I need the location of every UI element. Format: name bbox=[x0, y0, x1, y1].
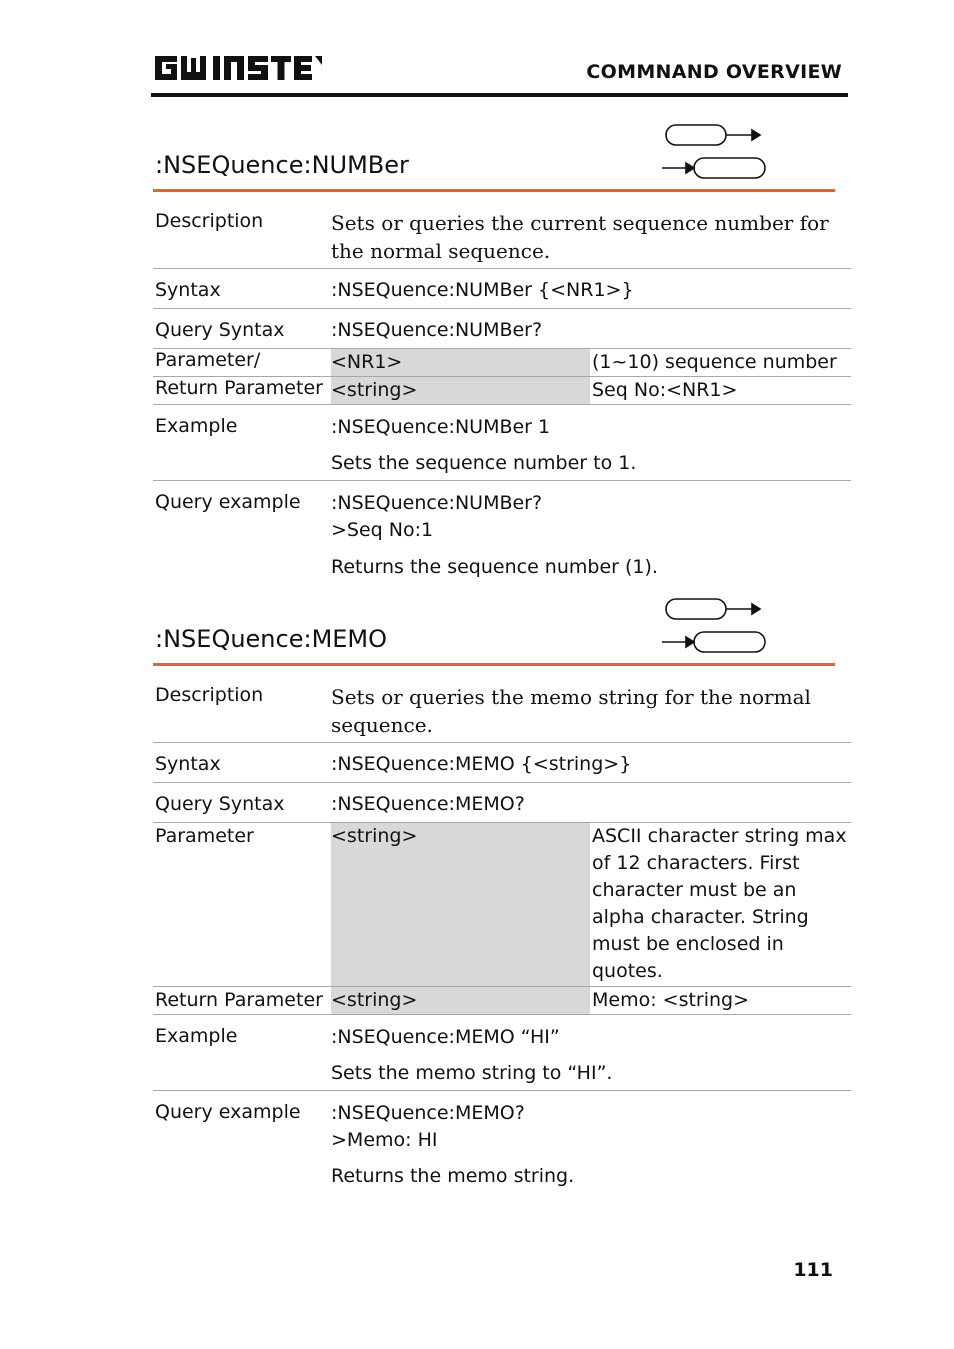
syntax-text: :NSEQuence:NUMBer {<NR1>} bbox=[331, 279, 634, 301]
parameter-desc: (1~10) sequence number bbox=[592, 351, 837, 373]
return-type: <string> bbox=[331, 989, 418, 1011]
syntax-row bbox=[153, 743, 851, 783]
query-syntax-label: Query Syntax bbox=[155, 319, 285, 341]
description-row bbox=[153, 200, 851, 269]
description-text: Sets or queries the current sequence number for the normal sequence. bbox=[331, 211, 829, 263]
set-query-command-icon bbox=[660, 122, 770, 182]
description-row bbox=[153, 674, 851, 743]
query-command-icon bbox=[662, 632, 765, 652]
example-row bbox=[153, 405, 851, 481]
return-type: <string> bbox=[331, 379, 418, 401]
query-example-response: >Seq No:1 bbox=[331, 519, 434, 541]
header-rule bbox=[151, 93, 848, 97]
description-label: Description bbox=[155, 210, 264, 232]
query-syntax-label: Query Syntax bbox=[155, 793, 285, 815]
parameter-label: Parameter/ bbox=[155, 349, 261, 371]
return-desc: Seq No:<NR1> bbox=[592, 379, 738, 401]
query-command-icon bbox=[662, 158, 765, 178]
set-command-icon bbox=[666, 125, 760, 145]
parameter-label: Parameter bbox=[155, 825, 254, 847]
example-description: Sets the sequence number to 1. bbox=[331, 452, 637, 474]
query-syntax-text: :NSEQuence:MEMO? bbox=[331, 793, 525, 815]
section-rule bbox=[153, 663, 835, 666]
example-description: Sets the memo string to “HI”. bbox=[331, 1062, 613, 1084]
query-example-row bbox=[153, 1091, 851, 1196]
parameter-row bbox=[153, 349, 851, 377]
example-command: :NSEQuence:MEMO “HI” bbox=[331, 1026, 560, 1048]
svg-text:GW INSTEK: GW INSTEK bbox=[153, 52, 159, 53]
parameter-type: <string> bbox=[331, 825, 418, 847]
parameter-type: <NR1> bbox=[331, 351, 403, 373]
query-example-description: Returns the sequence number (1). bbox=[331, 556, 658, 578]
section-rule bbox=[153, 189, 835, 192]
query-syntax-row bbox=[153, 783, 851, 823]
query-example-row bbox=[153, 481, 851, 586]
return-label: Return Parameter bbox=[155, 989, 323, 1011]
example-command: :NSEQuence:NUMBer 1 bbox=[331, 416, 551, 438]
syntax-label: Syntax bbox=[155, 753, 221, 775]
syntax-text: :NSEQuence:MEMO {<string>} bbox=[331, 753, 632, 775]
parameter-row bbox=[153, 823, 851, 987]
return-label: Return Parameter bbox=[155, 377, 323, 399]
page-number: 111 bbox=[793, 1259, 833, 1281]
query-example-response: >Memo: HI bbox=[331, 1129, 438, 1151]
example-label: Example bbox=[155, 1025, 238, 1047]
section-title: :NSEQuence:MEMO bbox=[155, 625, 388, 653]
header-title: COMMNAND OVERVIEW bbox=[586, 61, 842, 83]
description-text: Sets or queries the memo string for the normal sequence. bbox=[331, 685, 811, 737]
set-command-icon bbox=[666, 599, 760, 619]
syntax-label: Syntax bbox=[155, 279, 221, 301]
set-query-command-icon bbox=[660, 596, 770, 656]
query-syntax-text: :NSEQuence:NUMBer? bbox=[331, 319, 543, 341]
query-example-command: :NSEQuence:MEMO? bbox=[331, 1102, 525, 1124]
query-example-label: Query example bbox=[155, 491, 301, 513]
return-row bbox=[153, 377, 851, 405]
example-label: Example bbox=[155, 415, 238, 437]
gw-instek-logo bbox=[153, 52, 323, 84]
section-title: :NSEQuence:NUMBer bbox=[155, 151, 409, 179]
query-example-description: Returns the memo string. bbox=[331, 1165, 575, 1187]
return-row bbox=[153, 987, 851, 1015]
return-desc: Memo: <string> bbox=[592, 989, 750, 1011]
description-label: Description bbox=[155, 684, 264, 706]
query-example-command: :NSEQuence:NUMBer? bbox=[331, 492, 543, 514]
parameter-desc: ASCII character string max of 12 characters. First character must be an alpha character. String must be enclosed in quotes. bbox=[592, 825, 847, 982]
query-example-label: Query example bbox=[155, 1101, 301, 1123]
example-row bbox=[153, 1015, 851, 1091]
syntax-row bbox=[153, 269, 851, 309]
query-syntax-row bbox=[153, 309, 851, 349]
